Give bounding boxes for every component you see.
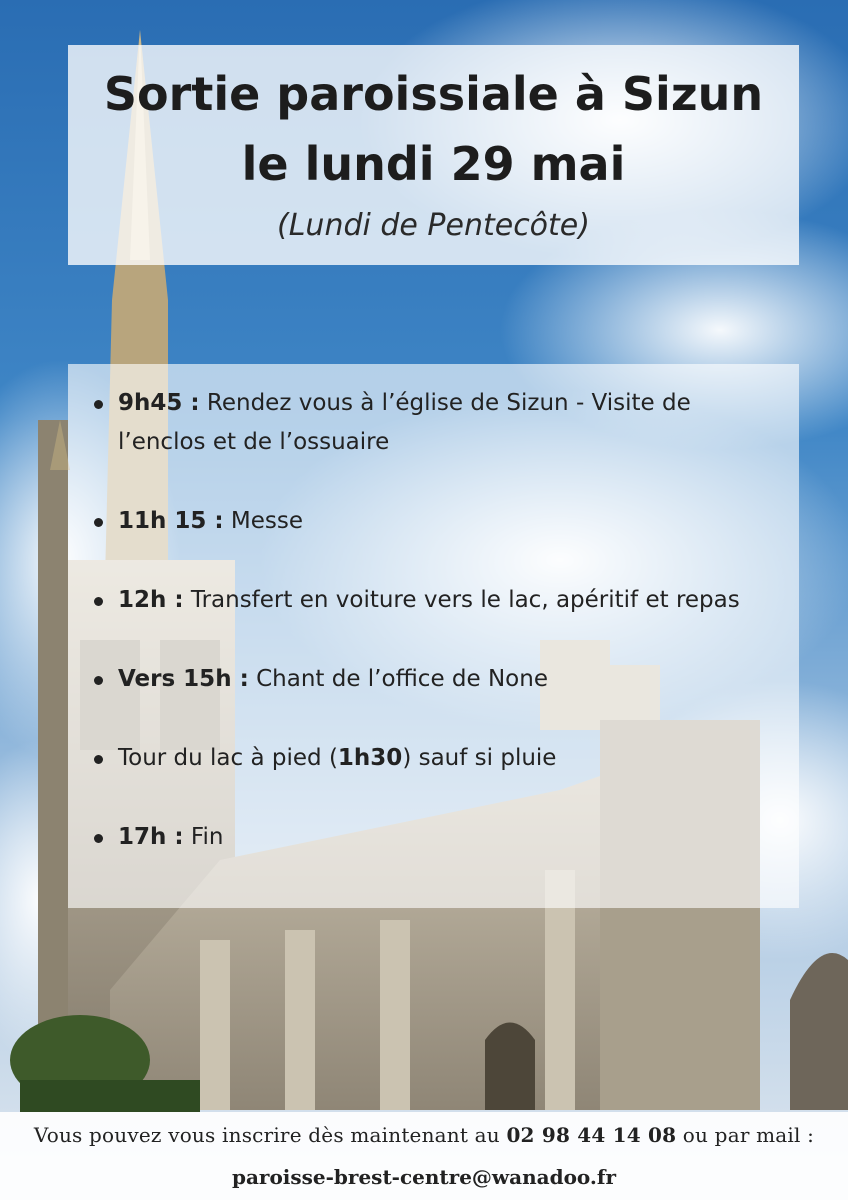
subtitle: (Lundi de Pentecôte) [277, 208, 590, 243]
program-text-pre: Tour du lac à pied ( [118, 745, 338, 771]
program-time: 17h : [118, 824, 184, 850]
program-text: Fin [183, 824, 224, 850]
footer-intro: Vous pouvez vous inscrire dès maintenant au [33, 1123, 507, 1147]
program-item [90, 660, 750, 699]
program-time: 12h : [118, 587, 184, 613]
program-text: Chant de l’office de None [248, 666, 548, 692]
program-item [90, 581, 750, 620]
title-panel [68, 45, 799, 265]
program-text: Messe [223, 508, 304, 534]
program-text-post: ) sauf si pluie [402, 745, 557, 771]
program-item [90, 384, 750, 462]
program-panel [68, 364, 799, 908]
program-time: 11h 15 : [118, 508, 224, 534]
program-time: 9h45 : [118, 390, 200, 416]
bullet-icon [94, 518, 103, 527]
program-item [90, 502, 750, 541]
program-time: Vers 15h : [118, 666, 249, 692]
title-line-2: le lundi 29 mai [241, 137, 626, 191]
program-list [90, 384, 750, 897]
footer-outro: ou par mail : [676, 1123, 815, 1147]
program-item [90, 818, 750, 857]
bullet-icon [94, 755, 103, 764]
program-text: Rendez vous à l’église de Sizun - Visite de l’enclos et de l’ossuaire [118, 390, 691, 455]
bullet-icon [94, 400, 103, 409]
footer-registration-text [0, 1120, 848, 1150]
title-line-1: Sortie paroissiale à Sizun [103, 67, 764, 121]
phone-number: 02 98 44 14 08 [506, 1123, 677, 1147]
program-text: Transfert en voiture vers le lac, apéritif et repas [183, 587, 740, 613]
bullet-icon [94, 834, 103, 843]
program-duration: 1h30 [337, 745, 403, 771]
program-item [90, 739, 750, 778]
bullet-icon [94, 676, 103, 685]
bullet-icon [94, 597, 103, 606]
contact-email: paroisse-brest-centre@wanadoo.fr [231, 1165, 617, 1189]
footer-contact [0, 1112, 848, 1200]
